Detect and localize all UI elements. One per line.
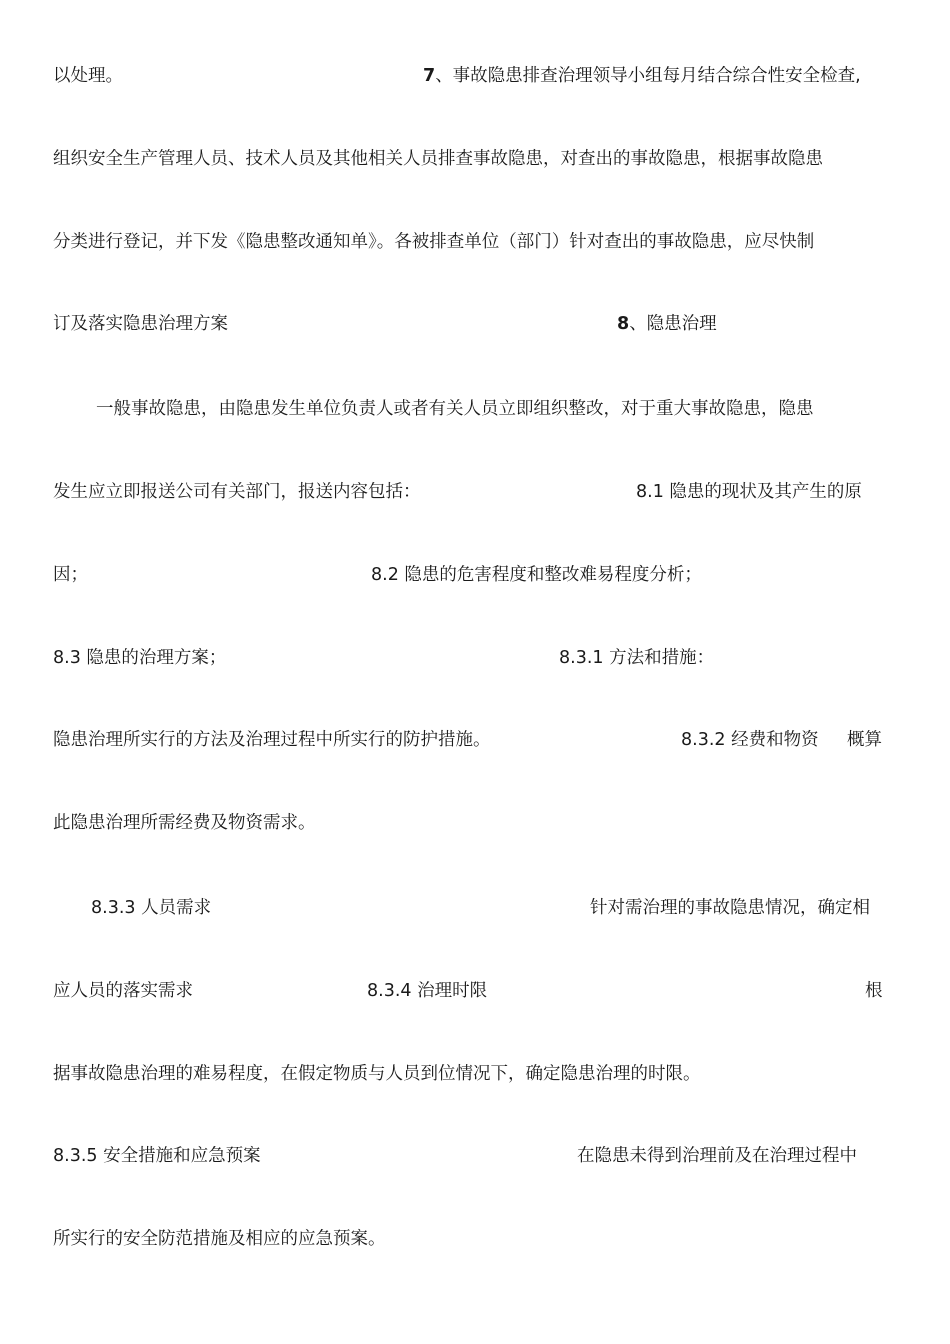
text-segment: 8.3.5 安全措施和应急预案 <box>53 1146 261 1166</box>
text-segment: 8.3.4 治理时限 <box>367 981 488 1001</box>
text-segment: 隐患治理所实行的方法及治理过程中所实行的防护措施。 <box>53 730 491 750</box>
text-segment: 分类进行登记，并下发《隐患整改通知单》。各被排查单位（部门）针对查出的事故隐患，应尽快制 <box>53 232 815 252</box>
text-segment: 8.3 隐患的治理方案； <box>53 648 227 668</box>
text-segment: 所实行的安全防范措施及相应的应急预案。 <box>53 1229 386 1249</box>
item-number: 7 <box>423 66 436 86</box>
text-segment: 针对需治理的事故隐患情况，确定相 <box>590 898 870 918</box>
text-segment: 概算 <box>847 730 882 750</box>
text-segment: 因； <box>53 565 88 585</box>
text-segment: 此隐患治理所需经费及物资需求。 <box>53 813 316 833</box>
text-segment: 8.3.1 方法和措施： <box>559 648 715 668</box>
text-segment: 组织安全生产管理人员、技术人员及其他相关人员排查事故隐患，对查出的事故隐患，根据事故隐患 <box>53 149 823 169</box>
text-segment: 8.3.3 人员需求 <box>91 898 212 918</box>
text-segment: 据事故隐患治理的难易程度，在假定物质与人员到位情况下，确定隐患治理的时限。 <box>53 1064 701 1084</box>
text-segment: 应人员的落实需求 <box>53 981 193 1001</box>
item-number: 8 <box>617 314 630 334</box>
text-segment: 、事故隐患排查治理领导小组每月结合综合性安全检查, <box>435 66 861 86</box>
text-segment: 8.1 隐患的现状及其产生的原 <box>636 482 862 502</box>
text-segment: 、隐患治理 <box>629 314 717 334</box>
text-segment <box>617 312 717 336</box>
text-segment <box>423 64 861 88</box>
text-segment: 发生应立即报送公司有关部门，报送内容包括： <box>53 482 421 502</box>
text-segment: 8.3.2 经费和物资 <box>681 730 819 750</box>
text-segment: 在隐患未得到治理前及在治理过程中 <box>577 1146 857 1166</box>
text-segment: 以处理。 <box>53 66 123 86</box>
text-segment: 8.2 隐患的危害程度和整改难易程度分析； <box>371 565 702 585</box>
text-segment: 根 <box>865 981 883 1001</box>
text-segment: 订及落实隐患治理方案 <box>53 314 228 334</box>
text-segment: 一般事故隐患，由隐患发生单位负责人或者有关人员立即组织整改，对于重大事故隐患，隐患 <box>96 399 814 419</box>
